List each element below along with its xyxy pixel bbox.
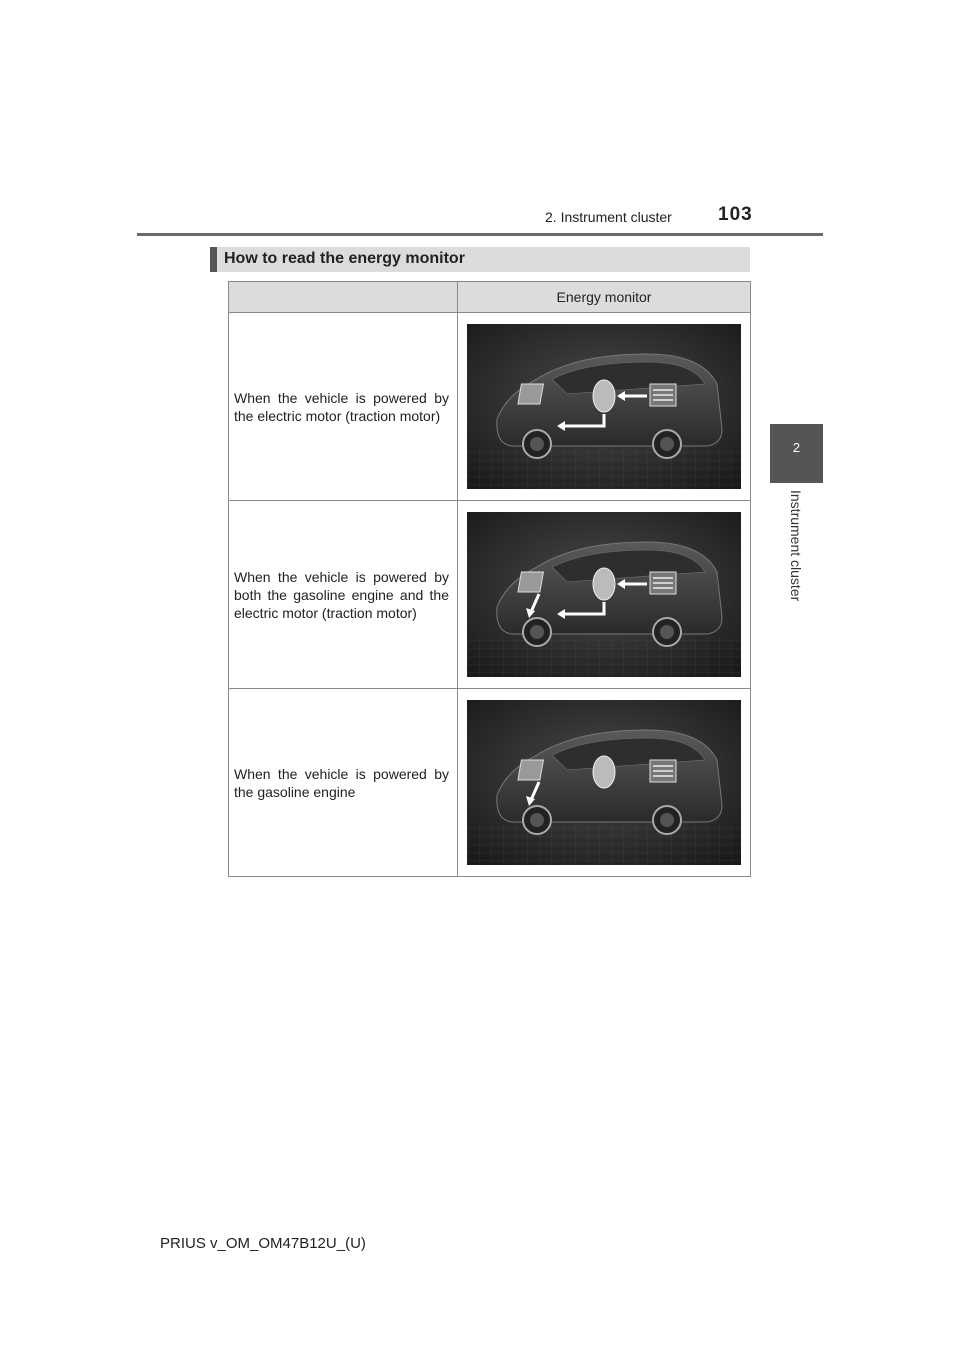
row-image-cell <box>458 501 751 689</box>
energy-monitor-engine-and-motor-image <box>467 512 741 677</box>
row-image-cell <box>458 313 751 501</box>
chapter-tab-number: 2 <box>792 440 801 455</box>
row-description: When the vehicle is powered by both the gasoline engine and the electric motor (traction motor) <box>229 501 458 689</box>
chapter-tab-label: Instrument cluster <box>788 490 804 602</box>
table-header-energy-monitor: Energy monitor <box>458 282 751 313</box>
footer-document-code: PRIUS v_OM_OM47B12U_(U) <box>160 1235 366 1252</box>
table-header-row <box>229 282 751 313</box>
energy-monitor-gasoline-engine-image <box>467 700 741 865</box>
table-row <box>229 501 751 689</box>
table-header-empty <box>229 282 458 313</box>
energy-monitor-table <box>228 281 751 877</box>
row-description: When the vehicle is powered by the gasoline engine <box>229 689 458 877</box>
header-rule <box>137 233 823 236</box>
section-heading-accent <box>210 247 217 272</box>
header-section-title: 2. Instrument cluster <box>545 209 672 225</box>
table-row <box>229 313 751 501</box>
row-image-cell <box>458 689 751 877</box>
section-heading-bar <box>210 247 750 272</box>
row-description: When the vehicle is powered by the electric motor (traction motor) <box>229 313 458 501</box>
section-heading: How to read the energy monitor <box>224 250 465 267</box>
page-number: 103 <box>718 204 753 225</box>
table-row <box>229 689 751 877</box>
energy-monitor-electric-motor-image <box>467 324 741 489</box>
